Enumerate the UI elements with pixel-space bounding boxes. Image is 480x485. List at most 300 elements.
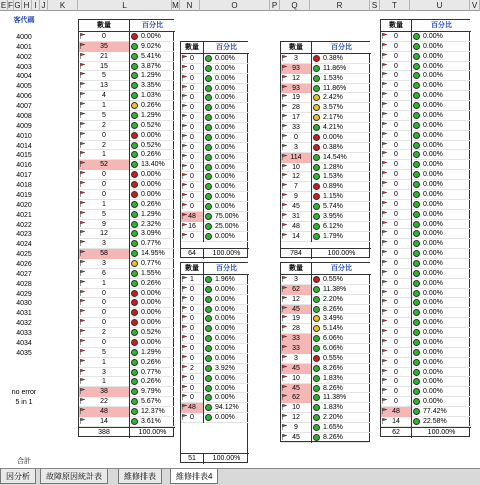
percent-cell[interactable]: 0.00%	[203, 133, 249, 143]
percent-cell[interactable]: 0.00%	[411, 229, 471, 239]
percent-cell[interactable]: 0.00%	[411, 32, 471, 42]
column-header[interactable]: J	[40, 0, 48, 11]
count-cell[interactable]: 0	[381, 91, 411, 101]
percent-cell[interactable]: 0.77%	[129, 239, 175, 249]
percent-cell[interactable]: 0.26%	[129, 279, 175, 289]
count-cell[interactable]: 0	[181, 84, 203, 94]
table-row[interactable]	[281, 403, 371, 413]
percent-cell[interactable]: 0.00%	[129, 180, 175, 190]
count-cell[interactable]: 0	[79, 32, 129, 42]
percent-cell[interactable]: 0.00%	[411, 318, 471, 328]
percent-cell[interactable]: 0.00%	[203, 113, 249, 123]
count-cell[interactable]: 0	[181, 344, 203, 354]
count-cell[interactable]: 0	[181, 182, 203, 192]
percent-cell[interactable]: 94.12%	[203, 403, 249, 413]
table-row[interactable]	[281, 334, 371, 344]
table-row[interactable]	[281, 314, 371, 324]
percent-cell[interactable]: 0.00%	[203, 344, 249, 354]
percent-cell[interactable]: 0.00%	[411, 111, 471, 121]
count-cell[interactable]: 0	[181, 153, 203, 163]
percent-cell[interactable]: 11.38%	[311, 393, 371, 403]
count-cell[interactable]: 0	[381, 160, 411, 170]
percent-cell[interactable]: 0.00%	[411, 220, 471, 230]
percent-cell[interactable]: 1.29%	[129, 210, 175, 220]
count-cell[interactable]: 35	[79, 42, 129, 52]
count-cell[interactable]: 0	[381, 62, 411, 72]
table-row[interactable]	[281, 374, 371, 384]
count-cell[interactable]: 0	[181, 334, 203, 344]
percent-cell[interactable]: 5.41%	[129, 52, 175, 62]
percent-cell[interactable]: 0.00%	[411, 298, 471, 308]
percent-cell[interactable]: 2.32%	[129, 220, 175, 230]
count-cell[interactable]: 0	[381, 308, 411, 318]
count-cell[interactable]: 10	[281, 374, 311, 384]
percent-cell[interactable]: 8.26%	[311, 305, 371, 315]
percent-cell[interactable]: 0.00%	[203, 163, 249, 173]
count-cell[interactable]: 0	[381, 397, 411, 407]
count-cell[interactable]: 28	[281, 103, 311, 113]
table-row[interactable]	[79, 160, 175, 170]
table-row[interactable]	[181, 93, 249, 103]
percent-cell[interactable]: 0.00%	[411, 200, 471, 210]
table-row[interactable]	[281, 93, 371, 103]
table-row[interactable]	[281, 275, 371, 285]
table-row[interactable]	[281, 64, 371, 74]
table-row[interactable]	[79, 210, 175, 220]
count-cell[interactable]: 4	[79, 91, 129, 101]
table-row[interactable]	[381, 259, 471, 269]
sheet-tab[interactable]: 故障原因統計表	[40, 469, 108, 484]
table-row[interactable]	[79, 298, 175, 308]
table-row[interactable]	[381, 111, 471, 121]
count-cell[interactable]: 0	[181, 285, 203, 295]
percent-cell[interactable]: 0.00%	[411, 269, 471, 279]
table-row[interactable]	[181, 84, 249, 94]
percent-cell[interactable]: 0.00%	[411, 368, 471, 378]
table-row[interactable]	[381, 328, 471, 338]
percent-cell[interactable]: 0.26%	[129, 358, 175, 368]
table-row[interactable]	[281, 295, 371, 305]
table-row[interactable]	[79, 71, 175, 81]
percent-cell[interactable]: 0.00%	[411, 160, 471, 170]
column-header[interactable]: F	[8, 1, 13, 10]
table-row[interactable]	[381, 338, 471, 348]
count-cell[interactable]: 0	[381, 298, 411, 308]
count-cell[interactable]: 0	[79, 308, 129, 318]
table-row[interactable]	[181, 133, 249, 143]
table-row[interactable]	[79, 91, 175, 101]
percent-cell[interactable]: 0.00%	[411, 150, 471, 160]
table-row[interactable]	[181, 285, 249, 295]
count-cell[interactable]: 48	[281, 222, 311, 232]
table-row[interactable]	[281, 285, 371, 295]
table-row[interactable]	[281, 133, 371, 143]
table-row[interactable]	[381, 289, 471, 299]
table-row[interactable]	[281, 324, 371, 334]
table-row[interactable]	[79, 170, 175, 180]
percent-cell[interactable]: 0.00%	[411, 338, 471, 348]
table-row[interactable]	[381, 308, 471, 318]
percent-cell[interactable]: 0.89%	[311, 182, 371, 192]
count-cell[interactable]: 0	[79, 289, 129, 299]
count-cell[interactable]: 0	[381, 170, 411, 180]
table-row[interactable]	[281, 143, 371, 153]
table-row[interactable]	[181, 143, 249, 153]
percent-cell[interactable]: 3.87%	[129, 62, 175, 72]
count-cell[interactable]: 0	[381, 229, 411, 239]
count-cell[interactable]: 0	[381, 121, 411, 131]
percent-cell[interactable]: 4.21%	[311, 123, 371, 133]
count-cell[interactable]: 22	[79, 397, 129, 407]
count-cell[interactable]: 3	[281, 143, 311, 153]
count-cell[interactable]: 3	[281, 54, 311, 64]
percent-cell[interactable]: 0.00%	[203, 172, 249, 182]
count-cell[interactable]: 2	[181, 364, 203, 374]
table-row[interactable]	[381, 131, 471, 141]
table-row[interactable]	[79, 111, 175, 121]
count-cell[interactable]: 5	[79, 210, 129, 220]
percent-cell[interactable]: 0.26%	[129, 200, 175, 210]
table-row[interactable]	[381, 417, 471, 427]
table-row[interactable]	[79, 358, 175, 368]
table-row[interactable]	[381, 318, 471, 328]
percent-cell[interactable]: 0.00%	[129, 190, 175, 200]
count-cell[interactable]: 0	[79, 298, 129, 308]
count-cell[interactable]: 0	[181, 413, 203, 423]
percent-cell[interactable]: 0.55%	[311, 354, 371, 364]
table-row[interactable]	[381, 298, 471, 308]
table-row[interactable]	[181, 222, 249, 232]
count-cell[interactable]: 12	[281, 413, 311, 423]
count-cell[interactable]: 0	[181, 54, 203, 64]
percent-cell[interactable]: 0.00%	[411, 210, 471, 220]
table-row[interactable]	[79, 308, 175, 318]
column-header[interactable]: I	[32, 0, 40, 11]
count-cell[interactable]: 0	[381, 338, 411, 348]
percent-cell[interactable]: 3.92%	[203, 364, 249, 374]
table-row[interactable]	[181, 324, 249, 334]
percent-cell[interactable]: 0.00%	[203, 354, 249, 364]
table-row[interactable]	[79, 150, 175, 160]
table-row[interactable]	[79, 338, 175, 348]
count-cell[interactable]: 0	[381, 52, 411, 62]
count-cell[interactable]: 0	[181, 163, 203, 173]
table-row[interactable]	[381, 32, 471, 42]
count-cell[interactable]: 1	[79, 200, 129, 210]
table-row[interactable]	[181, 295, 249, 305]
count-cell[interactable]: 0	[381, 269, 411, 279]
percent-cell[interactable]: 0.00%	[203, 295, 249, 305]
percent-cell[interactable]: 1.83%	[311, 374, 371, 384]
count-cell[interactable]: 0	[181, 324, 203, 334]
count-cell[interactable]: 45	[281, 202, 311, 212]
count-cell[interactable]: 0	[181, 74, 203, 84]
count-cell[interactable]: 9	[281, 423, 311, 433]
table-row[interactable]	[281, 413, 371, 423]
percent-cell[interactable]: 75.00%	[203, 212, 249, 222]
percent-cell[interactable]: 0.00%	[203, 374, 249, 384]
percent-cell[interactable]: 9.79%	[129, 387, 175, 397]
percent-cell[interactable]: 0.00%	[129, 338, 175, 348]
percent-cell[interactable]: 0.00%	[411, 62, 471, 72]
count-cell[interactable]: 0	[181, 295, 203, 305]
percent-cell[interactable]: 0.26%	[129, 101, 175, 111]
table-row[interactable]	[79, 387, 175, 397]
table-row[interactable]	[281, 364, 371, 374]
table-row[interactable]	[181, 384, 249, 394]
table-row[interactable]	[79, 62, 175, 72]
percent-cell[interactable]: 0.00%	[411, 249, 471, 259]
percent-cell[interactable]: 0.00%	[129, 131, 175, 141]
percent-cell[interactable]: 5.14%	[311, 324, 371, 334]
percent-cell[interactable]: 0.00%	[129, 289, 175, 299]
percent-cell[interactable]: 0.00%	[411, 121, 471, 131]
percent-cell[interactable]: 1.29%	[129, 71, 175, 81]
percent-cell[interactable]: 0.00%	[411, 259, 471, 269]
percent-cell[interactable]: 0.52%	[129, 121, 175, 131]
table-row[interactable]	[281, 305, 371, 315]
percent-cell[interactable]: 1.83%	[311, 403, 371, 413]
count-cell[interactable]: 0	[381, 71, 411, 81]
table-row[interactable]	[181, 202, 249, 212]
percent-cell[interactable]: 1.28%	[311, 163, 371, 173]
table-row[interactable]	[381, 229, 471, 239]
table-row[interactable]	[79, 328, 175, 338]
percent-cell[interactable]: 0.00%	[203, 74, 249, 84]
spreadsheet-grid[interactable]	[0, 11, 480, 468]
table-row[interactable]	[281, 84, 371, 94]
table-row[interactable]	[79, 377, 175, 387]
percent-cell[interactable]: 2.20%	[311, 295, 371, 305]
table-row[interactable]	[181, 64, 249, 74]
count-cell[interactable]: 0	[79, 180, 129, 190]
count-cell[interactable]: 0	[381, 279, 411, 289]
count-cell[interactable]: 48	[181, 403, 203, 413]
percent-cell[interactable]: 0.00%	[411, 141, 471, 151]
count-cell[interactable]: 1	[79, 358, 129, 368]
table-row[interactable]	[381, 141, 471, 151]
count-cell[interactable]: 5	[79, 71, 129, 81]
table-row[interactable]	[281, 103, 371, 113]
table-row[interactable]	[181, 123, 249, 133]
percent-cell[interactable]: 0.00%	[203, 202, 249, 212]
count-cell[interactable]: 0	[381, 377, 411, 387]
table-row[interactable]	[281, 212, 371, 222]
percent-cell[interactable]: 0.00%	[203, 324, 249, 334]
count-cell[interactable]: 3	[79, 239, 129, 249]
count-cell[interactable]: 0	[381, 101, 411, 111]
count-cell[interactable]: 3	[281, 275, 311, 285]
table-row[interactable]	[181, 103, 249, 113]
percent-cell[interactable]: 8.26%	[311, 384, 371, 394]
percent-cell[interactable]: 0.00%	[411, 279, 471, 289]
table-row[interactable]	[381, 190, 471, 200]
table-row[interactable]	[79, 348, 175, 358]
count-cell[interactable]: 0	[181, 172, 203, 182]
table-row[interactable]	[281, 232, 371, 242]
table-row[interactable]	[381, 210, 471, 220]
count-cell[interactable]: 33	[281, 334, 311, 344]
percent-cell[interactable]: 0.00%	[411, 190, 471, 200]
count-cell[interactable]: 0	[381, 131, 411, 141]
table-row[interactable]	[79, 101, 175, 111]
column-header[interactable]: G	[14, 1, 21, 10]
percent-cell[interactable]: 13.40%	[129, 160, 175, 170]
table-row[interactable]	[79, 269, 175, 279]
table-row[interactable]	[281, 192, 371, 202]
percent-cell[interactable]: 0.00%	[203, 153, 249, 163]
percent-cell[interactable]: 1.29%	[129, 111, 175, 121]
percent-cell[interactable]: 0.00%	[203, 314, 249, 324]
table-row[interactable]	[381, 52, 471, 62]
percent-cell[interactable]: 0.00%	[129, 298, 175, 308]
table-row[interactable]	[381, 269, 471, 279]
table-row[interactable]	[181, 344, 249, 354]
percent-cell[interactable]: 0.00%	[411, 81, 471, 91]
count-cell[interactable]: 45	[281, 364, 311, 374]
table-row[interactable]	[281, 163, 371, 173]
percent-cell[interactable]: 0.00%	[411, 377, 471, 387]
percent-cell[interactable]: 5.67%	[129, 397, 175, 407]
table-row[interactable]	[381, 358, 471, 368]
count-cell[interactable]: 0	[381, 289, 411, 299]
sheet-tab[interactable]: 維修排表4	[170, 469, 218, 484]
percent-cell[interactable]: 1.53%	[311, 74, 371, 84]
percent-cell[interactable]: 3.09%	[129, 229, 175, 239]
table-row[interactable]	[79, 190, 175, 200]
table-row[interactable]	[181, 74, 249, 84]
percent-cell[interactable]: 0.00%	[203, 103, 249, 113]
percent-cell[interactable]: 0.00%	[411, 180, 471, 190]
column-header[interactable]: K	[48, 0, 78, 11]
count-cell[interactable]: 0	[79, 338, 129, 348]
table-row[interactable]	[181, 374, 249, 384]
percent-cell[interactable]: 0.00%	[129, 32, 175, 42]
table-row[interactable]	[281, 344, 371, 354]
percent-cell[interactable]: 0.00%	[203, 334, 249, 344]
count-cell[interactable]: 0	[381, 358, 411, 368]
table-row[interactable]	[181, 305, 249, 315]
table-row[interactable]	[381, 91, 471, 101]
table-row[interactable]	[181, 163, 249, 173]
table-row[interactable]	[281, 153, 371, 163]
table-row[interactable]	[181, 172, 249, 182]
count-cell[interactable]: 13	[79, 81, 129, 91]
table-row[interactable]	[79, 52, 175, 62]
column-header[interactable]: H	[22, 0, 32, 11]
count-cell[interactable]: 5	[79, 348, 129, 358]
percent-cell[interactable]: 0.77%	[129, 259, 175, 269]
percent-cell[interactable]: 0.00%	[203, 84, 249, 94]
column-header[interactable]: R	[310, 0, 370, 11]
table-row[interactable]	[181, 232, 249, 242]
count-cell[interactable]: 52	[79, 160, 129, 170]
count-cell[interactable]: 0	[181, 133, 203, 143]
count-cell[interactable]: 2	[79, 121, 129, 131]
column-header[interactable]: E	[0, 1, 7, 10]
count-cell[interactable]: 58	[79, 249, 129, 259]
count-cell[interactable]: 0	[181, 354, 203, 364]
count-cell[interactable]: 28	[281, 324, 311, 334]
percent-cell[interactable]: 1.96%	[203, 275, 249, 285]
count-cell[interactable]: 0	[79, 170, 129, 180]
table-row[interactable]	[281, 393, 371, 403]
percent-cell[interactable]: 0.38%	[311, 143, 371, 153]
count-cell[interactable]: 0	[381, 111, 411, 121]
count-cell[interactable]: 0	[381, 81, 411, 91]
count-cell[interactable]: 12	[281, 172, 311, 182]
sheet-tab[interactable]: 因分析	[0, 469, 36, 484]
count-cell[interactable]: 12	[79, 229, 129, 239]
table-row[interactable]	[79, 318, 175, 328]
percent-cell[interactable]: 0.00%	[203, 232, 249, 242]
sheet-tab[interactable]: 維修排表	[118, 469, 162, 484]
count-cell[interactable]: 12	[281, 74, 311, 84]
percent-cell[interactable]: 0.00%	[203, 54, 249, 64]
percent-cell[interactable]: 77.42%	[411, 407, 471, 417]
count-cell[interactable]: 38	[79, 387, 129, 397]
count-cell[interactable]: 0	[381, 141, 411, 151]
percent-cell[interactable]: 0.00%	[411, 328, 471, 338]
count-cell[interactable]: 0	[381, 150, 411, 160]
percent-cell[interactable]: 0.00%	[129, 318, 175, 328]
percent-cell[interactable]: 2.17%	[311, 113, 371, 123]
percent-cell[interactable]: 0.00%	[203, 182, 249, 192]
count-cell[interactable]: 19	[281, 314, 311, 324]
percent-cell[interactable]: 5.74%	[311, 202, 371, 212]
table-row[interactable]	[79, 180, 175, 190]
table-row[interactable]	[281, 423, 371, 433]
table-row[interactable]	[181, 182, 249, 192]
count-cell[interactable]: 0	[381, 328, 411, 338]
table-row[interactable]	[281, 172, 371, 182]
percent-cell[interactable]: 0.00%	[203, 123, 249, 133]
percent-cell[interactable]: 8.26%	[311, 433, 371, 443]
table-row[interactable]	[381, 397, 471, 407]
count-cell[interactable]: 0	[181, 123, 203, 133]
count-cell[interactable]: 1	[79, 279, 129, 289]
percent-cell[interactable]: 0.00%	[411, 239, 471, 249]
percent-cell[interactable]: 6.06%	[311, 334, 371, 344]
count-cell[interactable]: 45	[281, 433, 311, 443]
count-cell[interactable]: 1	[79, 377, 129, 387]
count-cell[interactable]: 0	[181, 103, 203, 113]
count-cell[interactable]: 5	[79, 111, 129, 121]
percent-cell[interactable]: 0.00%	[203, 143, 249, 153]
percent-cell[interactable]: 14.95%	[129, 249, 175, 259]
percent-cell[interactable]: 0.00%	[411, 348, 471, 358]
percent-cell[interactable]: 0.00%	[203, 192, 249, 202]
column-header[interactable]: O	[200, 0, 270, 11]
count-cell[interactable]: 12	[281, 295, 311, 305]
count-cell[interactable]: 0	[181, 113, 203, 123]
table-row[interactable]	[281, 74, 371, 84]
table-row[interactable]	[381, 368, 471, 378]
count-cell[interactable]: 0	[181, 374, 203, 384]
table-row[interactable]	[181, 275, 249, 285]
percent-cell[interactable]: 0.00%	[311, 133, 371, 143]
table-row[interactable]	[181, 113, 249, 123]
percent-cell[interactable]: 0.00%	[411, 289, 471, 299]
table-row[interactable]	[79, 32, 175, 42]
count-cell[interactable]: 1	[79, 101, 129, 111]
table-row[interactable]	[381, 220, 471, 230]
percent-cell[interactable]: 0.00%	[203, 93, 249, 103]
count-cell[interactable]: 48	[381, 407, 411, 417]
count-cell[interactable]: 0	[381, 190, 411, 200]
percent-cell[interactable]: 1.53%	[311, 172, 371, 182]
percent-cell[interactable]: 0.26%	[129, 150, 175, 160]
